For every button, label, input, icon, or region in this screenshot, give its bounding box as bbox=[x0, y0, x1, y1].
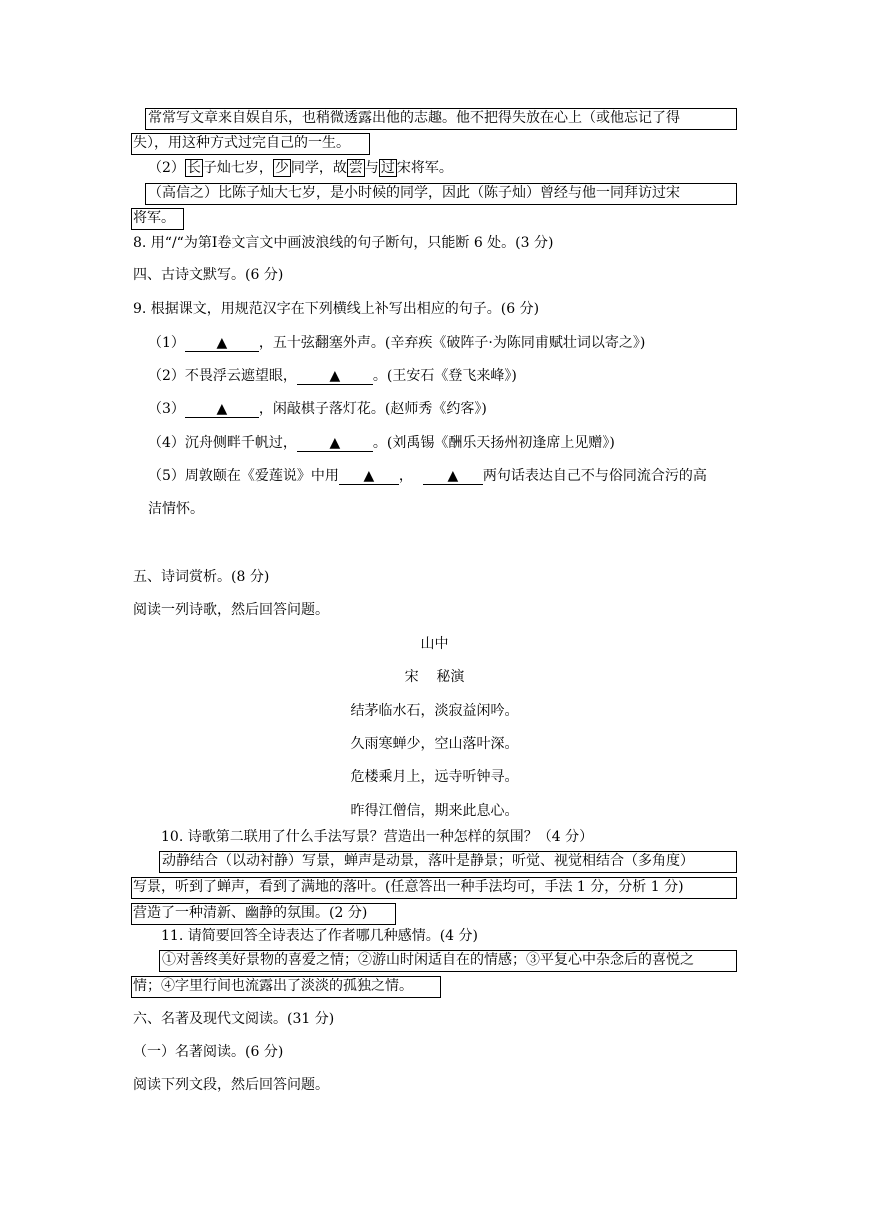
q-num: （2） bbox=[148, 160, 185, 176]
fill-item-5-cont: 洁情怀。 bbox=[148, 501, 204, 517]
item-text: ，五十弦翻塞外声。(辛弃疾《破阵子·为陈同甫赋壮词以寄之》) bbox=[258, 335, 646, 351]
answer-text: 动静结合（以动衬静）写景，蝉声是动景，落叶是静景；听觉、视觉相结合（多角度） bbox=[162, 853, 694, 869]
item-text: 不畏浮云遮望眼， bbox=[184, 368, 297, 384]
section-5-intro: 阅读一列诗歌，然后回答问题。 bbox=[133, 602, 329, 618]
section-4-title: 四、古诗文默写。(6 分) bbox=[133, 267, 284, 283]
item-num: （2） bbox=[148, 368, 185, 384]
fill-item-3 bbox=[148, 400, 487, 419]
poem-author: 宋 秘演 bbox=[404, 669, 465, 685]
answer-blank[interactable]: ▲ bbox=[297, 435, 373, 452]
fill-item-4 bbox=[148, 434, 615, 453]
fill-item-2 bbox=[148, 367, 517, 386]
item-text: 。(刘禹锡《酬乐天扬州初逢席上见赠》) bbox=[372, 435, 615, 451]
boxed-word: 尝 bbox=[348, 160, 363, 176]
question-11: 11. 请简要回答全诗表达了作者哪几种感情。(4 分) bbox=[161, 928, 478, 944]
item-num: （3） bbox=[148, 401, 185, 417]
item-text: 两句话表达自己不与俗同流合污的高 bbox=[482, 468, 707, 484]
item-text: 沉舟侧畔千帆过， bbox=[184, 435, 297, 451]
q-text: 宋将军。 bbox=[396, 160, 453, 176]
answer-text: 失），用这种方式过完自己的一生。 bbox=[133, 135, 350, 151]
poem-line: 久雨寒蝉少，空山落叶深。 bbox=[350, 736, 519, 752]
answer-text: 营造了一种清新、幽静的氛围。(2 分) bbox=[133, 905, 368, 921]
boxed-word: 过 bbox=[380, 160, 395, 176]
item-text: 周敦颐在《爱莲说》中用 bbox=[184, 468, 339, 484]
answer-text: 情；④字里行间也流露出了淡淡的孤独之情。 bbox=[133, 978, 413, 994]
answer-blank[interactable]: ▲ bbox=[423, 468, 483, 485]
item-num: （5） bbox=[148, 468, 185, 484]
poem-line: 昨得江僧信，期来此息心。 bbox=[350, 803, 519, 819]
answer-blank[interactable]: ▲ bbox=[339, 468, 399, 485]
boxed-word: 长 bbox=[186, 160, 201, 176]
question-9: 9. 根据课文，用规范汉字在下列横线上补写出相应的句子。(6 分) bbox=[133, 301, 540, 317]
boxed-word: 少 bbox=[274, 160, 289, 176]
answer-text: 将军。 bbox=[133, 210, 175, 226]
fill-item-1 bbox=[148, 334, 645, 353]
item-text: ，闲敲棋子落灯花。(赵师秀《约客》) bbox=[258, 401, 487, 417]
section-6-intro: 阅读下列文段，然后回答问题。 bbox=[133, 1077, 329, 1093]
item-num: （4） bbox=[148, 435, 185, 451]
answer-blank[interactable]: ▲ bbox=[185, 401, 259, 418]
question-8: 8. 用“/“为第Ⅰ卷文言文中画波浪线的句子断句，只能断 6 处。(3 分) bbox=[133, 235, 554, 251]
answer-text: （高信之）比陈子灿大七岁，是小时候的同学，因此（陈子灿）曾经与他一同拜访过宋 bbox=[148, 185, 680, 201]
section-6-title: 六、名著及现代文阅读。(31 分) bbox=[133, 1011, 335, 1027]
answer-text: 写景，听到了蝉声，看到了满地的落叶。(任意答出一种手法均可，手法 1 分，分析 1 分) bbox=[133, 879, 684, 895]
answer-blank[interactable]: ▲ bbox=[297, 368, 373, 385]
answer-text: 常常写文章来自娱自乐，也稍微透露出他的志趣。他不把得失放在心上（或他忘记了得 bbox=[148, 110, 680, 126]
section-6-sub1: （一）名著阅读。(6 分) bbox=[133, 1044, 284, 1060]
item-text: 。(王安石《登飞来峰》) bbox=[372, 368, 517, 384]
q-text: 同学，故 bbox=[290, 160, 347, 176]
answer-blank[interactable]: ▲ bbox=[185, 335, 259, 352]
item-num: （1） bbox=[148, 335, 185, 351]
q-text: 子灿七岁， bbox=[202, 160, 273, 176]
item-text: ， bbox=[398, 468, 413, 484]
poem-title: 山中 bbox=[420, 636, 449, 652]
question-7-2 bbox=[148, 159, 453, 178]
section-5-title: 五、诗词赏析。(8 分) bbox=[133, 569, 270, 585]
fill-item-5 bbox=[148, 467, 707, 486]
poem-line: 危楼乘月上，远寺听钟寻。 bbox=[350, 769, 519, 785]
q-text: 与 bbox=[364, 160, 379, 176]
answer-text: ①对善终美好景物的喜爱之情；②游山时闲适自在的情感；③平复心中杂念后的喜悦之 bbox=[162, 952, 694, 968]
question-10: 10. 诗歌第二联用了什么手法写景？营造出一种怎样的氛围？（4 分） bbox=[161, 829, 594, 845]
poem-line: 结茅临水石，淡寂益闲吟。 bbox=[350, 703, 519, 719]
